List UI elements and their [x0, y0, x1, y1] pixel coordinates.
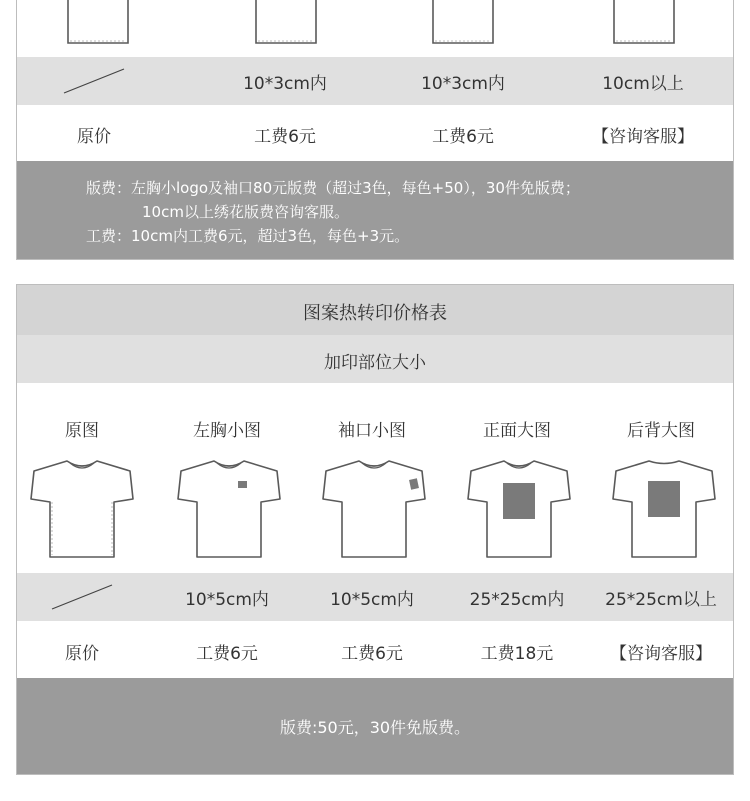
table-title-bar: [17, 285, 733, 335]
left-chest-print-mark: [238, 481, 247, 488]
size-row: [17, 573, 733, 621]
price-cell: 工费6元: [432, 127, 494, 147]
price-row-label: 原价: [77, 127, 111, 147]
size-cell: 10*5cm内: [185, 590, 269, 610]
front-print-mark: [503, 483, 535, 519]
price-cell: 工费6元: [341, 644, 403, 664]
tshirt-large-print-icon: [611, 0, 677, 47]
position-label-back: 后背大图: [627, 421, 695, 441]
fee-notes: [17, 161, 733, 259]
size-cell: 10*3cm内: [421, 74, 505, 94]
diagonal-slash-icon: [49, 581, 115, 613]
tshirt-left-chest-icon: [253, 0, 319, 47]
fee-note-line: 工费：10cm内工费6元，超过3色，每色+3元。: [86, 227, 410, 245]
price-cell: 工费18元: [480, 644, 554, 664]
size-cell: 10*3cm内: [243, 74, 327, 94]
size-cell: 25*25cm内: [469, 590, 565, 610]
fee-note-line: 版费:50元，30件免版费。: [279, 718, 471, 737]
price-cell: 【咨询客服】: [592, 127, 694, 147]
diagonal-slash-icon: [61, 65, 127, 97]
back-print-mark: [648, 481, 680, 517]
fee-note-line: 版费：左胸小logo及袖口80元版费（超过3色，每色+50），30件免版费；: [86, 179, 580, 197]
heat-transfer-price-table: [16, 284, 734, 775]
table-subtitle: 加印部位大小: [324, 353, 426, 373]
price-cell: 工费6元: [196, 644, 258, 664]
price-cell: 【咨询客服】: [610, 644, 712, 664]
position-label-original: 原图: [65, 421, 99, 441]
size-cell: 10*5cm内: [330, 590, 414, 610]
position-label-front: 正面大图: [483, 421, 551, 441]
embroidery-price-table: [16, 0, 734, 260]
price-cell: 工费6元: [254, 127, 316, 147]
table-title: 图案热转印价格表: [303, 303, 447, 324]
size-row: [17, 57, 733, 105]
table-subtitle-bar: [17, 335, 733, 383]
price-row: [17, 621, 733, 677]
tshirt-original-icon: [65, 0, 131, 47]
price-row-label: 原价: [65, 644, 99, 664]
position-label-sleeve: 袖口小图: [338, 421, 406, 441]
size-cell: 10cm以上: [602, 74, 684, 94]
fee-notes: [17, 678, 733, 774]
position-label-left-chest: 左胸小图: [193, 421, 261, 441]
fee-note-line: 10cm以上绣花版费咨询客服。: [142, 203, 349, 221]
tshirt-original-icon: [29, 457, 135, 561]
tshirt-back-print-icon: [611, 457, 717, 561]
price-row: [17, 105, 733, 161]
size-cell: 25*25cm以上: [605, 590, 717, 610]
tshirt-sleeve-icon: [321, 457, 427, 561]
tshirt-sleeve-icon: [430, 0, 496, 47]
tshirt-front-print-icon: [466, 457, 572, 561]
tshirt-left-chest-icon: [176, 457, 282, 561]
